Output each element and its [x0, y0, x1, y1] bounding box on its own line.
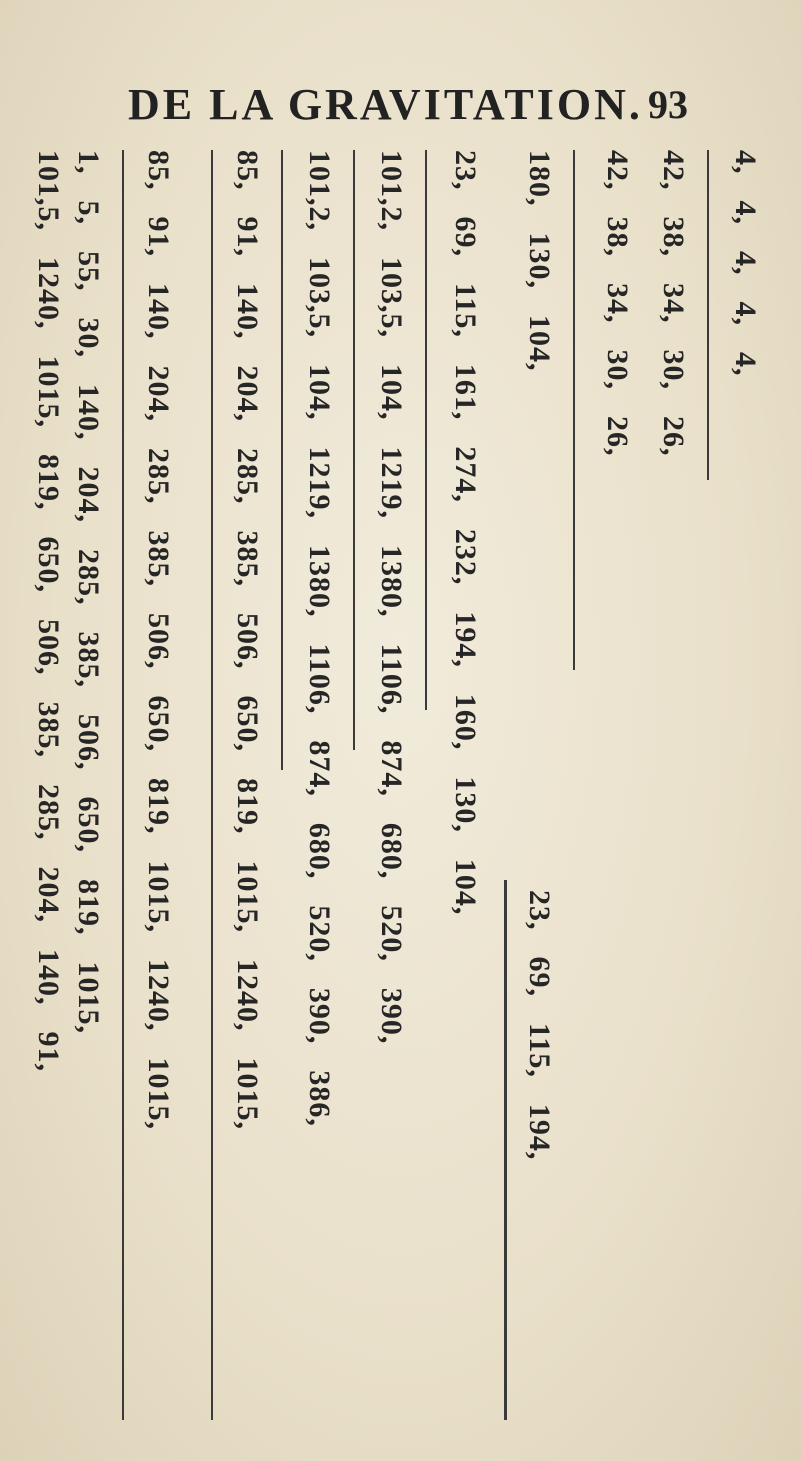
table-cell: 1240, [142, 959, 175, 1032]
table-cell: 30, [72, 317, 105, 358]
table-cell: 34, [601, 283, 634, 324]
table-cell: 285, [231, 448, 264, 505]
table-cell: 180, [523, 150, 556, 207]
table-cell: 103,5, [375, 257, 408, 338]
table-cell: 285, [32, 784, 65, 841]
table-cell: 104, [449, 858, 482, 916]
table-row [509, 150, 569, 398]
table-cell: 130, [523, 232, 556, 289]
table-cell: 38, [601, 216, 634, 257]
table-rule [707, 150, 709, 480]
table-cell: 1015, [32, 355, 65, 428]
table-cell: 42, [601, 150, 634, 191]
table-row [128, 150, 188, 1156]
table-cell: 23, [523, 890, 556, 931]
table-cell: 385, [231, 530, 264, 587]
table-cell: 4, [729, 301, 762, 326]
table-cell: 1015, [231, 860, 264, 933]
table-cell: 69, [449, 216, 482, 257]
table-cell: 520, [303, 905, 336, 962]
table-row [643, 150, 703, 483]
table-rule [281, 150, 283, 770]
table-cell: 1106, [375, 643, 408, 715]
table-rule [211, 150, 213, 1420]
table-cell: 38, [657, 216, 690, 257]
table-cell: 390, [375, 987, 408, 1045]
table-cell: 85, [231, 150, 264, 191]
table-cell: 506, [231, 613, 264, 670]
table-cell: 140, [32, 949, 65, 1006]
rotated-number-table-last [0, 150, 78, 1435]
table-cell: 390, [303, 987, 336, 1045]
table-cell: 26, [657, 416, 690, 457]
table-cell: 819, [72, 879, 105, 936]
table-row [587, 150, 647, 483]
table-cell: 1015, [72, 961, 105, 1034]
table-cell: 1240, [231, 959, 264, 1032]
table-cell: 232, [449, 528, 482, 586]
table-row [289, 150, 349, 1153]
table-cell: 204, [231, 365, 264, 422]
table-cell: 385, [142, 530, 175, 587]
table-cell: 104, [523, 315, 556, 372]
table-cell: 819, [32, 454, 65, 511]
running-head [128, 74, 688, 134]
table-cell: 85, [142, 150, 175, 191]
table-cell: 874, [375, 740, 408, 797]
table-cell: 650, [32, 536, 65, 593]
table-cell: 1015, [142, 860, 175, 933]
table-row [509, 890, 569, 1186]
table-cell: 5, [72, 200, 105, 225]
table-cell: 101,2, [303, 150, 336, 231]
table-cell: 285, [72, 549, 105, 606]
table-cell: 819, [142, 778, 175, 835]
page-title: DE LA GRAVITATION. [128, 79, 643, 129]
table-cell: 204, [72, 466, 105, 523]
table-cell: 1219, [375, 446, 408, 519]
table-cell: 103,5, [303, 257, 336, 338]
table-cell: 101,2, [375, 150, 408, 231]
table-cell: 1, [72, 150, 105, 175]
table-cell: 115, [523, 1023, 556, 1078]
table-rule [353, 150, 355, 750]
table-cell: 1380, [303, 545, 336, 618]
table-cell: 506, [32, 619, 65, 676]
table-cell: 91, [231, 216, 264, 257]
table-row [715, 150, 775, 403]
table-cell: 69, [523, 956, 556, 997]
table-row [217, 150, 277, 1156]
table-cell: 104, [303, 364, 336, 421]
table-cell: 34, [657, 283, 690, 324]
table-cell: 91, [142, 216, 175, 257]
table-cell: 385, [32, 701, 65, 758]
table-cell: 874, [303, 740, 336, 797]
table-cell: 1015, [231, 1057, 264, 1130]
table-cell: 91, [32, 1031, 65, 1072]
table-row [435, 150, 495, 941]
table-cell: 194, [523, 1103, 556, 1161]
table-cell: 23, [449, 150, 482, 191]
table-cell: 1380, [375, 545, 408, 618]
table-cell: 4, [729, 352, 762, 377]
page-number: 93 [648, 81, 688, 127]
table-cell: 140, [231, 283, 264, 340]
table-cell: 194, [449, 611, 482, 668]
table-cell: 650, [72, 796, 105, 853]
table-cell: 506, [72, 714, 105, 771]
table-cell: 101,5, [32, 150, 65, 231]
table-rule [122, 150, 124, 1420]
table-rule [573, 150, 575, 670]
table-cell: 115, [449, 283, 482, 338]
table-row [361, 150, 421, 1070]
table-cell: 680, [375, 822, 408, 880]
table-cell: 1240, [32, 257, 65, 330]
table-cell: 520, [375, 905, 408, 962]
table-cell: 1106, [303, 643, 336, 715]
table-row [18, 150, 78, 1098]
table-cell: 4, [729, 251, 762, 276]
table-cell: 55, [72, 251, 105, 292]
table-cell: 161, [449, 363, 482, 421]
table-cell: 160, [449, 693, 482, 751]
table-cell: 42, [657, 150, 690, 191]
table-cell: 140, [72, 384, 105, 441]
table-cell: 30, [601, 349, 634, 390]
table-cell: 140, [142, 283, 175, 340]
table-cell: 819, [231, 778, 264, 835]
table-cell: 26, [601, 416, 634, 457]
table-cell: 386, [303, 1070, 336, 1127]
table-cell: 285, [142, 448, 175, 505]
table-cell: 680, [303, 822, 336, 880]
table-rule [504, 880, 507, 1420]
table-cell: 1219, [303, 446, 336, 519]
table-cell: 1015, [142, 1057, 175, 1130]
table-cell: 4, [729, 150, 762, 175]
table-cell: 650, [142, 695, 175, 752]
rotated-number-table [135, 150, 775, 1435]
table-cell: 130, [449, 776, 482, 833]
table-cell: 30, [657, 349, 690, 390]
table-cell: 104, [375, 364, 408, 421]
table-cell: 274, [449, 446, 482, 503]
table-cell: 506, [142, 613, 175, 670]
table-cell: 650, [231, 695, 264, 752]
table-rule [425, 150, 427, 710]
table-cell: 385, [72, 631, 105, 688]
table-cell: 204, [32, 866, 65, 923]
table-cell: 4, [729, 200, 762, 225]
table-cell: 204, [142, 365, 175, 422]
